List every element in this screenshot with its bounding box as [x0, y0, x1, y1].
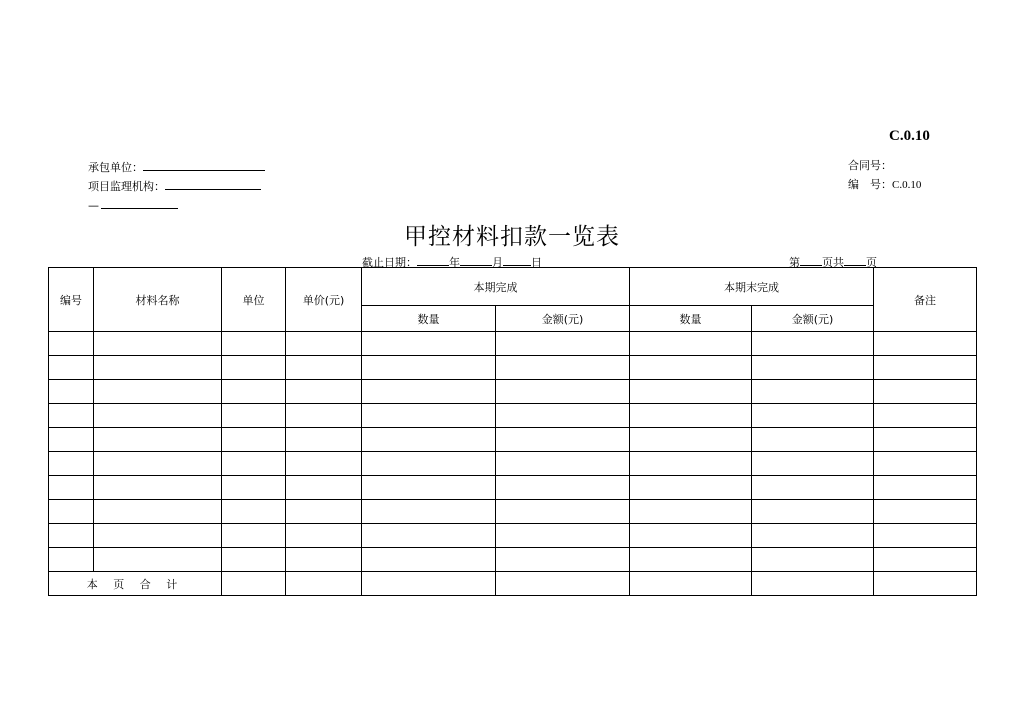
- table-cell[interactable]: [874, 332, 977, 356]
- table-cell[interactable]: [496, 500, 630, 524]
- header-material-name: 材料名称: [94, 268, 222, 332]
- table-cell[interactable]: [874, 356, 977, 380]
- table-cell[interactable]: [874, 572, 977, 596]
- table-row: [49, 476, 977, 500]
- day-blank[interactable]: [503, 254, 531, 266]
- table-cell[interactable]: [222, 356, 286, 380]
- table-cell[interactable]: [874, 524, 977, 548]
- table-cell[interactable]: [752, 524, 874, 548]
- subheader-cumulative-qty: 数量: [630, 306, 752, 332]
- page-middle: 页共: [822, 256, 844, 269]
- table-cell[interactable]: [752, 500, 874, 524]
- table-cell[interactable]: [49, 524, 94, 548]
- table-cell[interactable]: [286, 548, 362, 572]
- table-cell[interactable]: [874, 548, 977, 572]
- table-cell[interactable]: [222, 428, 286, 452]
- table-cell[interactable]: [49, 452, 94, 476]
- month-blank[interactable]: [460, 254, 492, 266]
- table-cell[interactable]: [222, 476, 286, 500]
- table-cell[interactable]: [49, 380, 94, 404]
- deduction-table: [48, 267, 977, 596]
- page-prefix: 第: [789, 256, 800, 269]
- header-row: [49, 268, 977, 306]
- table-cell[interactable]: [362, 452, 496, 476]
- table-cell[interactable]: [630, 548, 752, 572]
- table-row: [49, 452, 977, 476]
- total-row: [49, 572, 977, 596]
- table-cell[interactable]: [752, 332, 874, 356]
- table-cell[interactable]: [222, 524, 286, 548]
- table-cell[interactable]: [630, 356, 752, 380]
- table-cell[interactable]: [49, 500, 94, 524]
- table-cell[interactable]: [752, 428, 874, 452]
- table-cell[interactable]: [362, 476, 496, 500]
- header-unit: 单位: [222, 268, 286, 332]
- table-cell[interactable]: [222, 380, 286, 404]
- table-cell[interactable]: [286, 404, 362, 428]
- table-cell[interactable]: [49, 404, 94, 428]
- table-cell[interactable]: [496, 380, 630, 404]
- contractor-field: [88, 159, 265, 175]
- table-row: [49, 524, 977, 548]
- table-cell[interactable]: [874, 476, 977, 500]
- table-cell[interactable]: [496, 332, 630, 356]
- table-cell[interactable]: [496, 548, 630, 572]
- supervisor-field-continuation: [88, 197, 178, 213]
- table-cell[interactable]: [496, 452, 630, 476]
- table-cell[interactable]: [752, 476, 874, 500]
- table-cell[interactable]: [49, 332, 94, 356]
- table-cell[interactable]: [286, 452, 362, 476]
- table-cell[interactable]: [286, 332, 362, 356]
- table-cell[interactable]: [630, 452, 752, 476]
- table-cell[interactable]: [49, 548, 94, 572]
- table-cell[interactable]: [94, 548, 222, 572]
- table-cell[interactable]: [362, 356, 496, 380]
- table-cell[interactable]: [630, 332, 752, 356]
- table-cell[interactable]: [752, 356, 874, 380]
- table-cell[interactable]: [630, 380, 752, 404]
- table-cell[interactable]: [874, 500, 977, 524]
- table-row: [49, 404, 977, 428]
- table-cell[interactable]: [362, 572, 496, 596]
- subheader-cumulative-amount: 金额(元): [752, 306, 874, 332]
- supervisor-label: 项目监理机构：: [88, 180, 165, 193]
- table-cell[interactable]: [752, 452, 874, 476]
- header-current-period: 本期完成: [362, 268, 630, 306]
- table-cell[interactable]: [222, 500, 286, 524]
- table-row: [49, 356, 977, 380]
- supervisor-blank[interactable]: [165, 178, 261, 190]
- table-cell[interactable]: [286, 476, 362, 500]
- table-cell[interactable]: [630, 428, 752, 452]
- table-cell[interactable]: [222, 548, 286, 572]
- contractor-label: 承包单位：: [88, 161, 143, 174]
- table-cell[interactable]: [496, 572, 630, 596]
- table-cell[interactable]: [630, 572, 752, 596]
- table-cell[interactable]: [362, 500, 496, 524]
- table-cell[interactable]: [496, 404, 630, 428]
- table-cell[interactable]: [874, 428, 977, 452]
- table-row: [49, 332, 977, 356]
- table-cell[interactable]: [496, 524, 630, 548]
- table-row: [49, 500, 977, 524]
- serial-label: 编 号：: [848, 178, 892, 191]
- page-total-blank[interactable]: [844, 254, 866, 266]
- table-cell[interactable]: [362, 548, 496, 572]
- table-cell[interactable]: [94, 380, 222, 404]
- table-cell[interactable]: [286, 524, 362, 548]
- table-cell[interactable]: [752, 404, 874, 428]
- table-cell[interactable]: [630, 524, 752, 548]
- table-cell[interactable]: [94, 356, 222, 380]
- table-cell[interactable]: [222, 404, 286, 428]
- table-cell[interactable]: [286, 380, 362, 404]
- table-row: [49, 428, 977, 452]
- year-blank[interactable]: [417, 254, 449, 266]
- table-cell[interactable]: [362, 428, 496, 452]
- table-cell[interactable]: [222, 332, 286, 356]
- table-cell[interactable]: [286, 572, 362, 596]
- contract-no-label: 合同号：: [848, 159, 892, 172]
- supervisor-field: [88, 178, 261, 194]
- contractor-blank[interactable]: [143, 159, 265, 171]
- subheader-current-amount: 金额(元): [496, 306, 630, 332]
- table-cell[interactable]: [222, 452, 286, 476]
- table-cell[interactable]: [94, 404, 222, 428]
- table-cell[interactable]: [362, 524, 496, 548]
- table-cell[interactable]: [752, 572, 874, 596]
- page-title: 甲控材料扣款一览表: [404, 224, 620, 250]
- header-cumulative: 本期末完成: [630, 268, 874, 306]
- table-cell[interactable]: [94, 452, 222, 476]
- table-cell[interactable]: [496, 356, 630, 380]
- table-cell[interactable]: [49, 428, 94, 452]
- year-label: 年: [449, 256, 460, 269]
- page-number-blank[interactable]: [800, 254, 822, 266]
- table-row: [49, 380, 977, 404]
- table-cell[interactable]: [222, 572, 286, 596]
- header-remarks: 备注: [874, 268, 977, 332]
- header-unit-price: 单价(元): [286, 268, 362, 332]
- table-cell[interactable]: [630, 404, 752, 428]
- table-cell[interactable]: [286, 428, 362, 452]
- table-cell[interactable]: [752, 380, 874, 404]
- table-cell[interactable]: [286, 500, 362, 524]
- table-cell[interactable]: [49, 356, 94, 380]
- table-cell[interactable]: [874, 404, 977, 428]
- continuation-mark: —: [88, 199, 99, 212]
- serial-value: C.0.10: [892, 179, 922, 191]
- page-suffix: 页: [866, 256, 877, 269]
- table-cell[interactable]: [496, 428, 630, 452]
- table-cell[interactable]: [94, 476, 222, 500]
- table-cell[interactable]: [874, 380, 977, 404]
- supervisor-blank-2[interactable]: [101, 197, 178, 209]
- table-cell[interactable]: [496, 476, 630, 500]
- table-cell[interactable]: [94, 428, 222, 452]
- serial-field: [848, 178, 921, 192]
- table-cell[interactable]: [752, 548, 874, 572]
- form-code: C.0.10: [889, 128, 930, 144]
- month-label: 月: [492, 256, 503, 269]
- subheader-current-qty: 数量: [362, 306, 496, 332]
- table-cell[interactable]: [49, 476, 94, 500]
- table-cell[interactable]: [94, 332, 222, 356]
- table-cell[interactable]: [362, 332, 496, 356]
- table-cell[interactable]: [94, 524, 222, 548]
- total-label: 本 页 合 计: [49, 572, 222, 596]
- table-cell[interactable]: [630, 476, 752, 500]
- day-label: 日: [531, 256, 542, 269]
- table-cell[interactable]: [874, 452, 977, 476]
- table-cell[interactable]: [362, 380, 496, 404]
- table-cell[interactable]: [286, 356, 362, 380]
- table-cell[interactable]: [94, 500, 222, 524]
- table-cell[interactable]: [362, 404, 496, 428]
- date-label: 截止日期：: [362, 256, 417, 269]
- header-no: 编号: [49, 268, 94, 332]
- table-row: [49, 548, 977, 572]
- table-cell[interactable]: [630, 500, 752, 524]
